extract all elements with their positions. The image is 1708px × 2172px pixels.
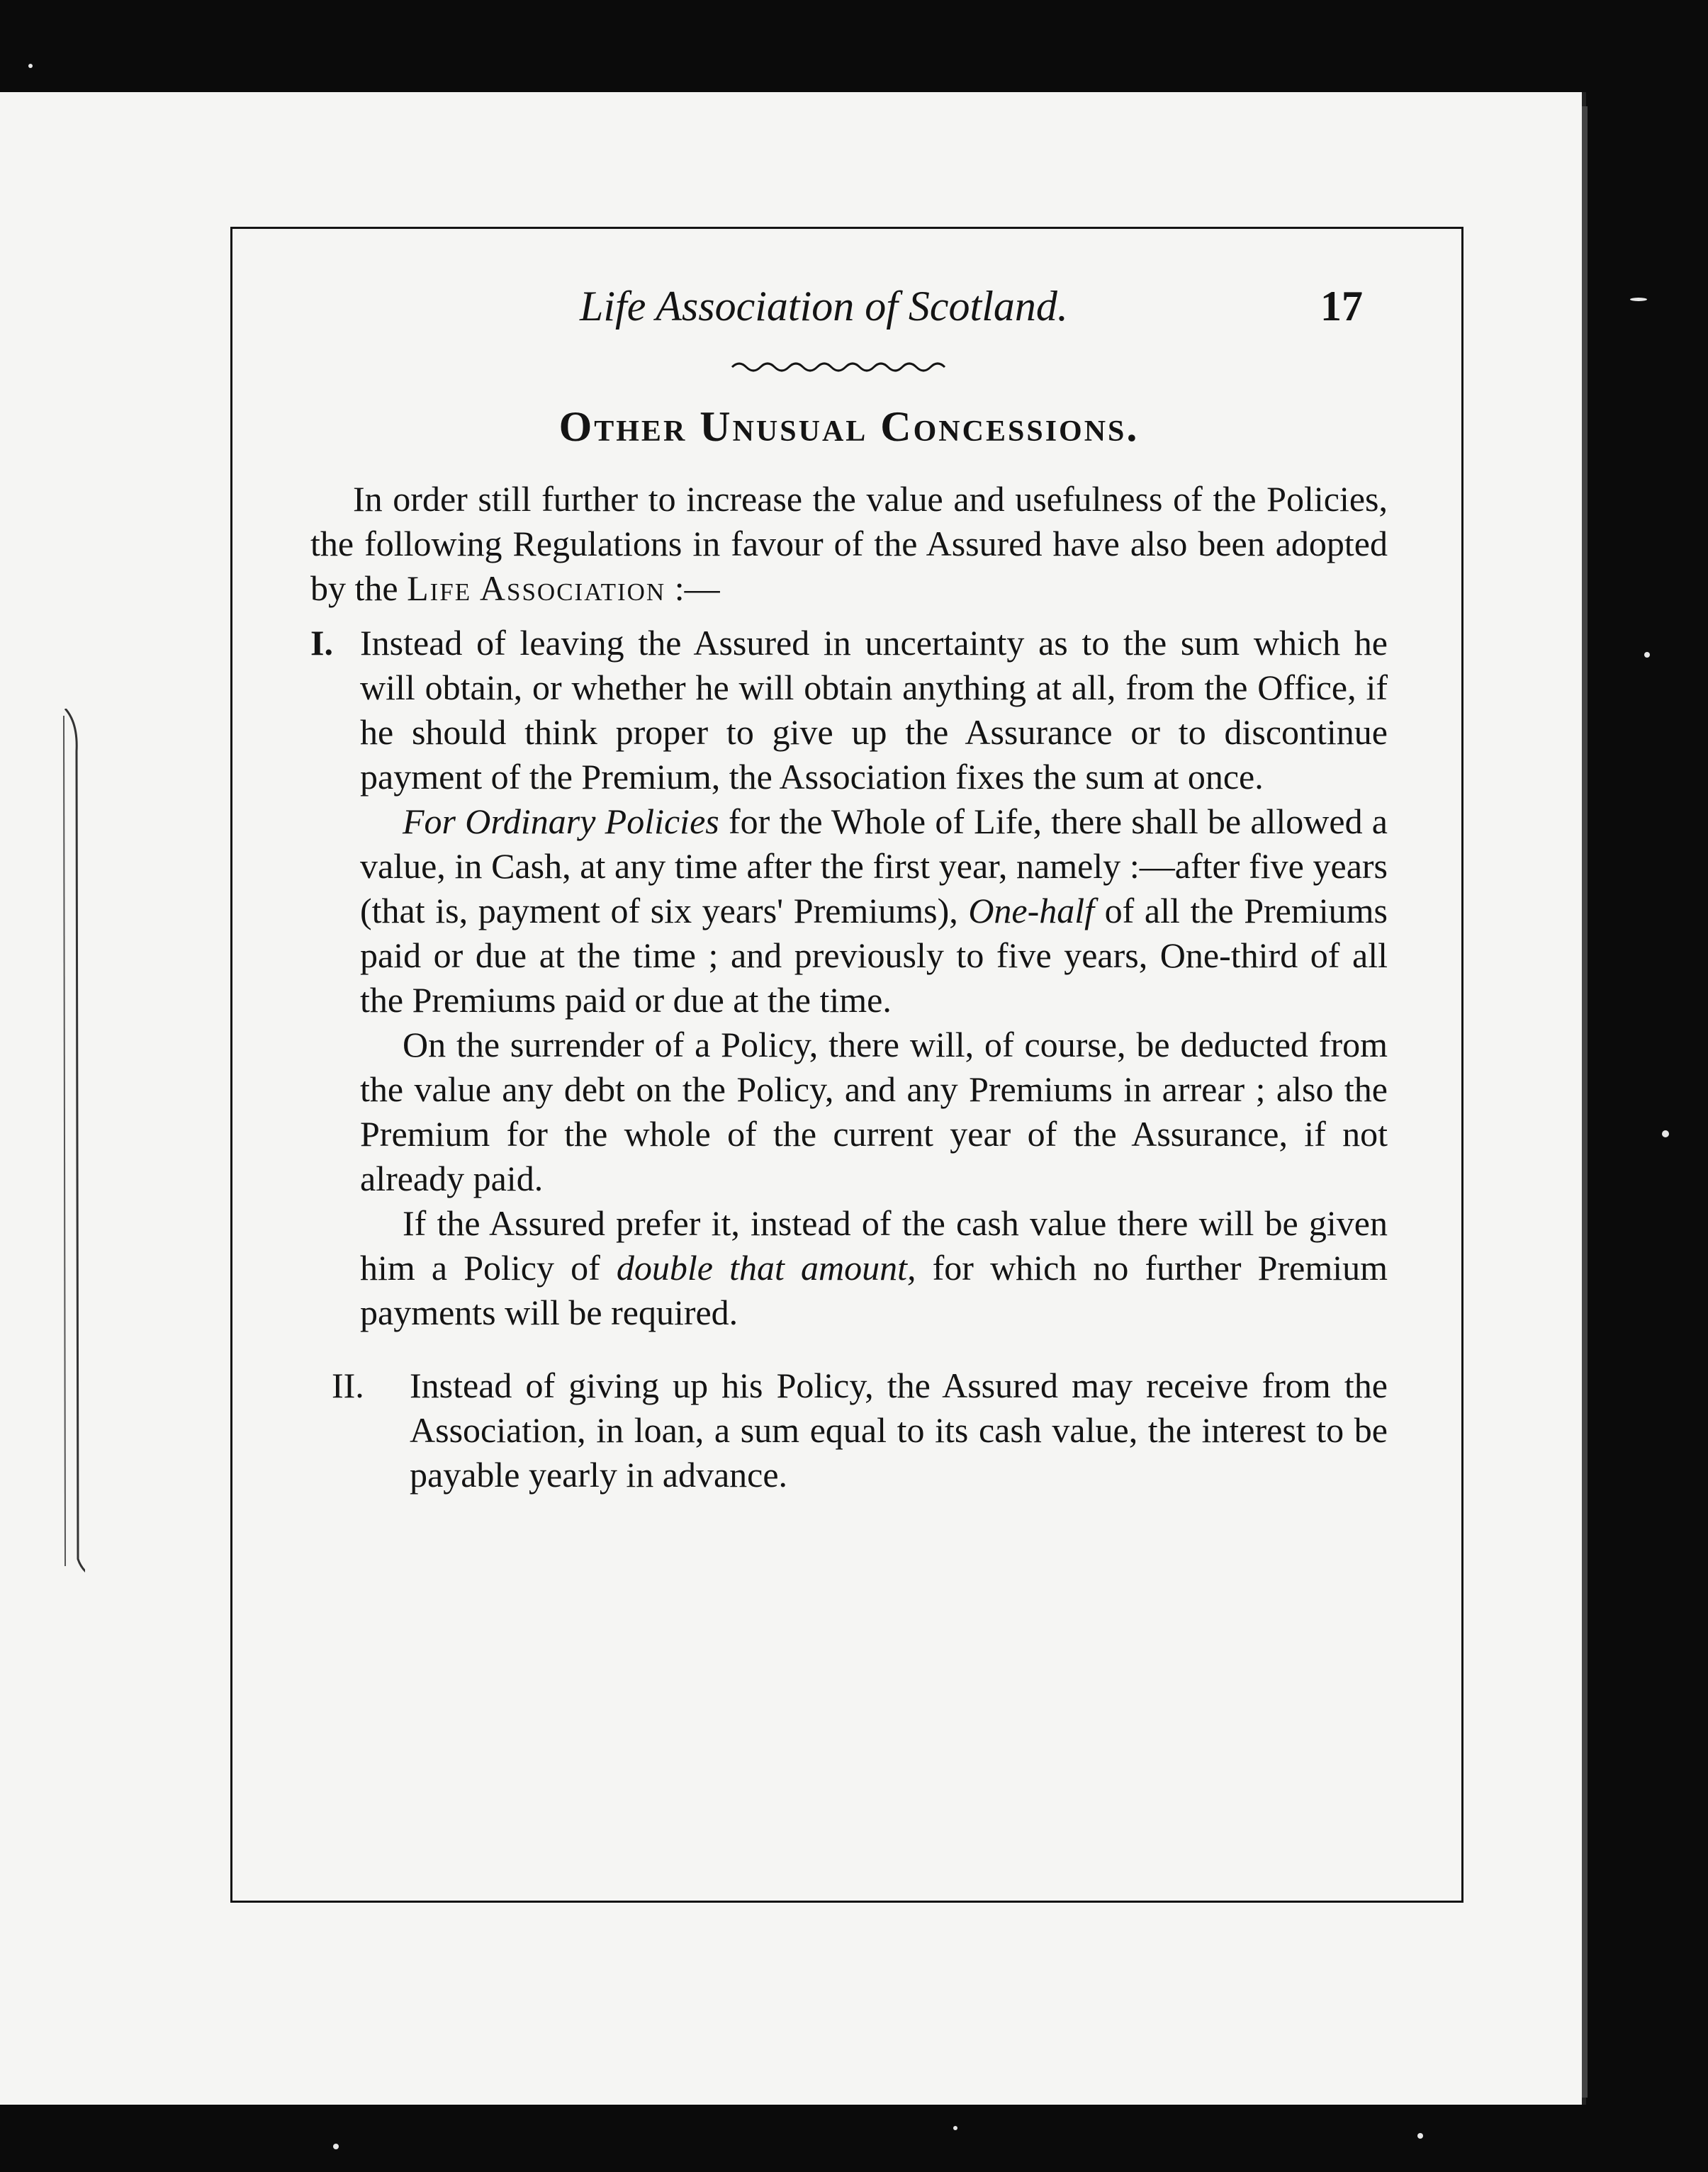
text-frame <box>230 227 1463 1903</box>
emphasis: double that amount, <box>616 1248 916 1288</box>
section-heading: Other Unusual Concessions. <box>558 403 1140 450</box>
item-text <box>360 621 1388 1335</box>
scan-speck <box>953 2126 957 2130</box>
item-paragraph: On the surrender of a Policy, there will, of course, be deducted from the value any debt on the Policy, and any Premiums in arrear ; also the Premium for the whole of the current year of the Assurance, if not already paid. <box>360 1025 1388 1198</box>
text-run: for which no further Premium payments will be required. <box>360 1248 1388 1332</box>
running-head <box>232 282 1461 339</box>
body-text <box>310 477 1388 1497</box>
text-run: If the Assured prefer it, instead of the cash value there will be given him a Policy of <box>360 1203 1388 1288</box>
item-number: I. <box>310 623 333 663</box>
scan-speck <box>1662 1130 1669 1137</box>
scan-speck <box>28 64 33 68</box>
intro-paragraph <box>310 477 1388 611</box>
text-run: for the Whole of Life, there shall be allowed a value, in Cash, at any time after the first year, namely :—after five years (that is, payment of six years' Premiums), <box>360 801 1388 930</box>
scan-speck <box>1644 652 1650 658</box>
scan-speck <box>333 2144 339 2149</box>
item-paragraph: Instead of giving up his Policy, the Assured may receive from the Association, in loan, a sum equal to its cash value, the interest to be payable yearly in advance. <box>410 1366 1388 1495</box>
running-head-title: Life Association of Scotland. <box>580 283 1068 330</box>
item-paragraph <box>360 1201 1388 1335</box>
item-number: II. <box>332 1366 364 1405</box>
wavy-rule-ornament <box>729 356 948 378</box>
association-name: Life Association <box>407 568 666 608</box>
intro-text: In order still further to increase the value and usefulness of the Policies, the following Regulations in favour of the Assured have also been adopted by the <box>310 479 1388 608</box>
scan-speck <box>1630 298 1647 301</box>
intro-suffix: :— <box>665 568 720 608</box>
regulation-item <box>310 621 1388 1335</box>
regulation-item <box>310 1363 1388 1497</box>
ribbon-marker <box>57 709 85 1587</box>
text-run: of all the Premiums paid or due at the time ; and previously to five years, One-third of all the Premiums paid or due at the time. <box>360 891 1388 1020</box>
item-paragraph <box>360 799 1388 1023</box>
emphasis: For Ordinary Policies <box>403 801 719 841</box>
scan-speck <box>1417 2133 1423 2139</box>
page-number: 17 <box>1320 283 1363 330</box>
page-edge <box>1582 106 1588 2098</box>
item-paragraph: Instead of leaving the Assured in uncertainty as to the sum which he will obtain, or whether he will obtain anything at all, from the Office, if he should think proper to give up the Assurance or to discontinue payment of the Premium, the Association fixes the sum at once. <box>360 623 1388 797</box>
emphasis: One-half <box>968 891 1095 930</box>
item-text <box>410 1363 1388 1497</box>
